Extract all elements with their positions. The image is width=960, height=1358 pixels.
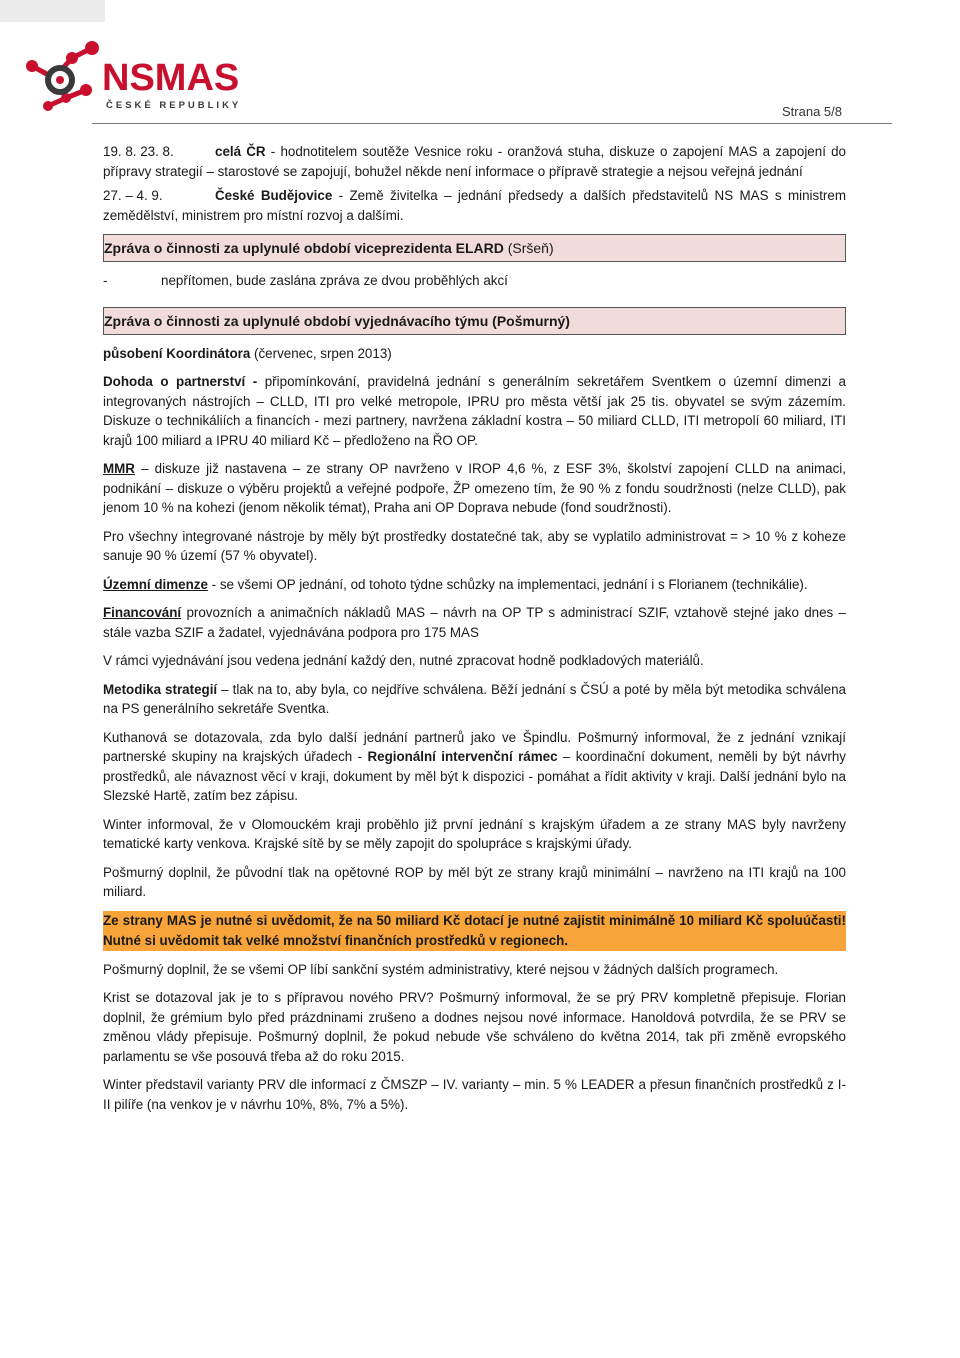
entry-date: 19. 8. 23. 8. <box>103 144 174 159</box>
paragraph-lead: MMR <box>103 461 135 476</box>
paragraph-prv-variants: Winter představil varianty PRV dle informací z ČMSZP – IV. varianty – min. 5 % LEADER a přesun finančních prostředků z I-II pilíře (na venkov je v návrhu 10%, 8%, 7% a 5%). <box>103 1077 846 1112</box>
paragraph-text: – tlak na to, aby byla, co nejdříve schválena. Běží jednání s ČSÚ a poté by měla být metodika schválena na PS generálního sekretáře Sventka. <box>103 681 846 716</box>
entry-place: celá ČR <box>215 144 266 159</box>
entry-place: České Budějovice <box>215 188 333 203</box>
highlighted-notice: Ze strany MAS je nutné si uvědomit, že na 50 miliard Kč dotací je nutné zajistit minimálně 10 miliard Kč spoluúčasti! Nutné si uvědomit tak velké množství finančních prostředků v regionech. <box>103 911 846 951</box>
paragraph-lead: působení Koordinátora <box>103 345 251 361</box>
paragraph-methodology <box>103 680 846 719</box>
nsmas-logo <box>20 36 260 116</box>
logo-subtitle: ČESKÉ REPUBLIKY <box>106 100 242 111</box>
section-heading-title: Zpráva o činnosti za uplynulé období viceprezidenta ELARD <box>104 240 504 256</box>
paragraph-territorial <box>103 575 846 595</box>
section-heading-team: Zpráva o činnosti za uplynulé období vyjednávacího týmu (Pošmurný) <box>103 307 846 335</box>
section-heading-suffix: (Sršeň) <box>503 240 554 256</box>
paragraph-financing <box>103 603 846 642</box>
header-rule <box>92 123 892 124</box>
paragraph-lead: Územní dimenze <box>103 576 208 592</box>
paragraph-text: – koordinační dokument, neměli by být návrhy prostředků, ale návaznost věcí v kraji, dokument by měl být k dispozici - pomáhat a řídit aktivity v kraji. Další jednání bylo na Slezské Hartě, zatím bez zápisu. <box>103 749 846 803</box>
page-number: Strana 5/8 <box>782 104 842 119</box>
nsmas-logo-icon <box>20 36 260 116</box>
document-body <box>103 142 846 1123</box>
bullet-text: nepřítomen, bude zaslána zpráva ze dvou proběhlých akcí <box>161 273 508 288</box>
paragraph-lead: Dohoda o partnerství - <box>103 374 265 389</box>
paragraph-text: Kuthanová se dotazovala, zda bylo další jednání partnerů jako ve Špindlu. Pošmurný informoval, že z jednání vznikají partnerské skupiny na krajských úřadech - <box>103 729 846 764</box>
paragraph-koordinator <box>103 344 846 364</box>
paragraph-posmurny-rop: Pošmurný doplnil, že původní tlak na opětovné ROP by měl být ze strany krajů minimální – navrženo na ITI krajů na 100 miliard. <box>103 864 846 899</box>
paragraph-winter-olomouc: Winter informoval, že v Olomouckém kraji proběhlo již první jednání s krajským úřadem a ze strany MAS byly navrženy tematické karty venkova. Krajské sítě by se měly zapojit do spolupráce s krajskými úřady. <box>103 816 846 851</box>
paragraph-lead: Metodika strategií <box>103 681 218 697</box>
paragraph-text: - se všemi OP jednání, od tohoto týdne schůzky na implementaci, jednání i s Florianem (technikálie). <box>207 576 808 592</box>
paragraph-negotiation: V rámci vyjednávání jsou vedena jednání každý den, nutné zpracovat hodně podkladových materiálů. <box>103 653 704 668</box>
paragraph-lead: Financování <box>103 605 182 620</box>
logo-name: NSMAS <box>102 57 240 99</box>
entry-date: 27. – 4. 9. <box>103 188 163 203</box>
entry-2 <box>103 186 846 225</box>
list-item <box>103 271 846 291</box>
entry-text: - Země živitelka – jednání předsedy a dalších představitelů NS MAS s ministrem zemědělství, ministrem pro místní rozvoj a dalšími. <box>103 188 846 223</box>
paragraph-text: – diskuze již nastavena – ze strany OP navrženo v IROP 4,6 %, z ESF 3%, školství zapojení CLLD na animaci, podnikání – diskuze o výběru projektů a veřejné podpoře, ŽP omezeno tím, že 90 % z fondu soudržnosti (nelze CLLD), pak jenom 10 % na kohezi (jenom několik témat), Praha ani OP Doprava nebude (fond soudržnosti). <box>103 461 846 515</box>
paragraph-text: (červenec, srpen 2013) <box>250 345 392 361</box>
entry-text: - hodnotitelem soutěže Vesnice roku - oranžová stuha, diskuze o zapojení MAS a zapojení do přípravy strategií – starostové se zapojují, bohužel někde není informace o přípravě strategie a nejsou veřejná jednání <box>103 144 847 179</box>
paragraph-text: připomínkování, pravidelná jednání s generálním sekretářem Sventkem o územní dimenzi a integrovaných nástrojích – CLLD, ITI pro velké metropole, IPRU pro města větší jak 25 tis. obyvatel se svým zázemím. Diskuze o technikáliích a financích - mezi partnery, navržena základní kostra – 50 miliard CLLD, ITI metropolí 60 miliard, ITI krajů 100 miliard a IPRU 40 miliard Kč – předloženo na ŘO OP. <box>103 374 846 448</box>
paragraph-emphasis: Regionální intervenční rámec <box>367 749 558 764</box>
bullet-dash: - <box>103 273 108 288</box>
paragraph-mmr <box>103 459 846 518</box>
entry-1 <box>103 142 846 181</box>
paragraph-dohoda <box>103 372 846 450</box>
paragraph-text: provozních a animačních nákladů MAS – návrh na OP TP s administrací SZIF, vztahově stejné jako dnes – stále vazba SZIF a žadatel, vyjednávána podpora pro 175 MAS <box>103 605 846 640</box>
paragraph-kuthanova <box>103 728 846 806</box>
section-heading-elard <box>103 234 846 262</box>
corner-tab <box>0 0 105 22</box>
paragraph-sanctions: Pošmurný doplnil, že se všemi OP líbí sankční systém administrativy, které nejsou v žádných dalších programech. <box>103 961 779 977</box>
paragraph-prv: Krist se dotazoval jak je to s přípravou nového PRV? Pošmurný informoval, že se prý PRV kompletně přepisuje. Florian doplnil, že grémium bylo před prázdninami zrušeno a dodnes nejsou nové informace. Hanoldová potvrdila, že se PRV se změnou vlády přepisuje. Pošmurný doplnil, že pokud nebude vše schváleno do května 2014, tak při změně evropského parlamentu se vše posouvá třeba až do roku 2015. <box>103 990 846 1064</box>
paragraph-integrated-tools: Pro všechny integrované nástroje by měly být prostředky dostatečné tak, aby se vyplatilo administrovat = > 10 % z koheze sanuje 90 % území (57 % obyvatel). <box>103 528 846 563</box>
